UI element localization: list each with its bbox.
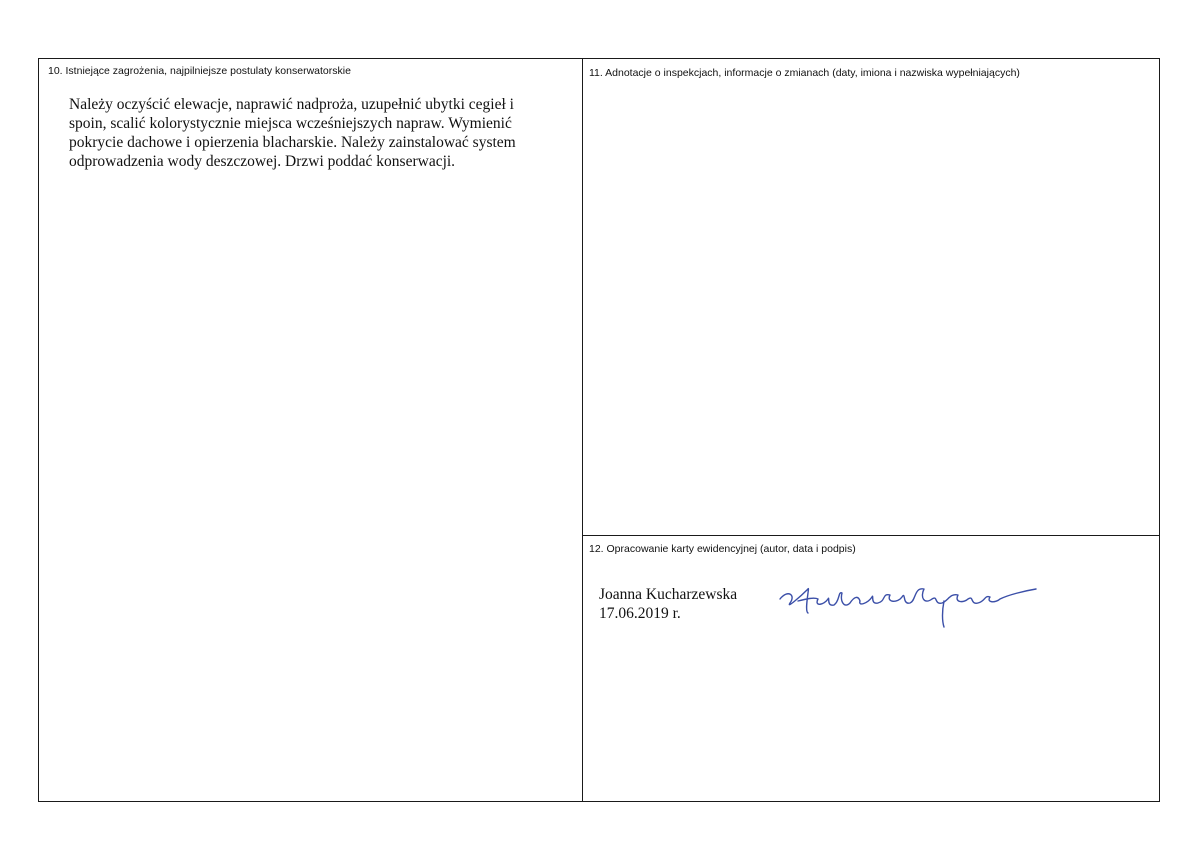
author-date: 17.06.2019 r. [599, 605, 681, 622]
section-10-label: 10. Istniejące zagrożenia, najpilniejsze postulaty konserwatorskie [48, 65, 351, 77]
column-divider [582, 59, 583, 801]
section-10-line: Należy oczyścić elewacje, naprawić nadproża, uzupełnić ubytki cegieł i [69, 96, 514, 113]
handwritten-signature [774, 571, 1044, 631]
form-frame [38, 58, 1160, 802]
section-10-line: odprowadzenia wody deszczowej. Drzwi poddać konserwacji. [69, 153, 456, 170]
section-11-label: 11. Adnotacje o inspekcjach, informacje o zmianach (daty, imiona i nazwiska wypełniających) [589, 67, 1020, 79]
section-12-label: 12. Opracowanie karty ewidencyjnej (autor, data i podpis) [589, 543, 856, 555]
row-divider [582, 535, 1160, 536]
section-10-text [69, 95, 569, 171]
section-10-line: pokrycie dachowe i opierzenia blacharskie. Należy zainstalować system [69, 134, 516, 151]
section-10-line: spoin, scalić kolorystycznie miejsca wcześniejszych napraw. Wymienić [69, 115, 512, 132]
author-block [599, 585, 737, 623]
author-name: Joanna Kucharzewska [599, 586, 738, 603]
